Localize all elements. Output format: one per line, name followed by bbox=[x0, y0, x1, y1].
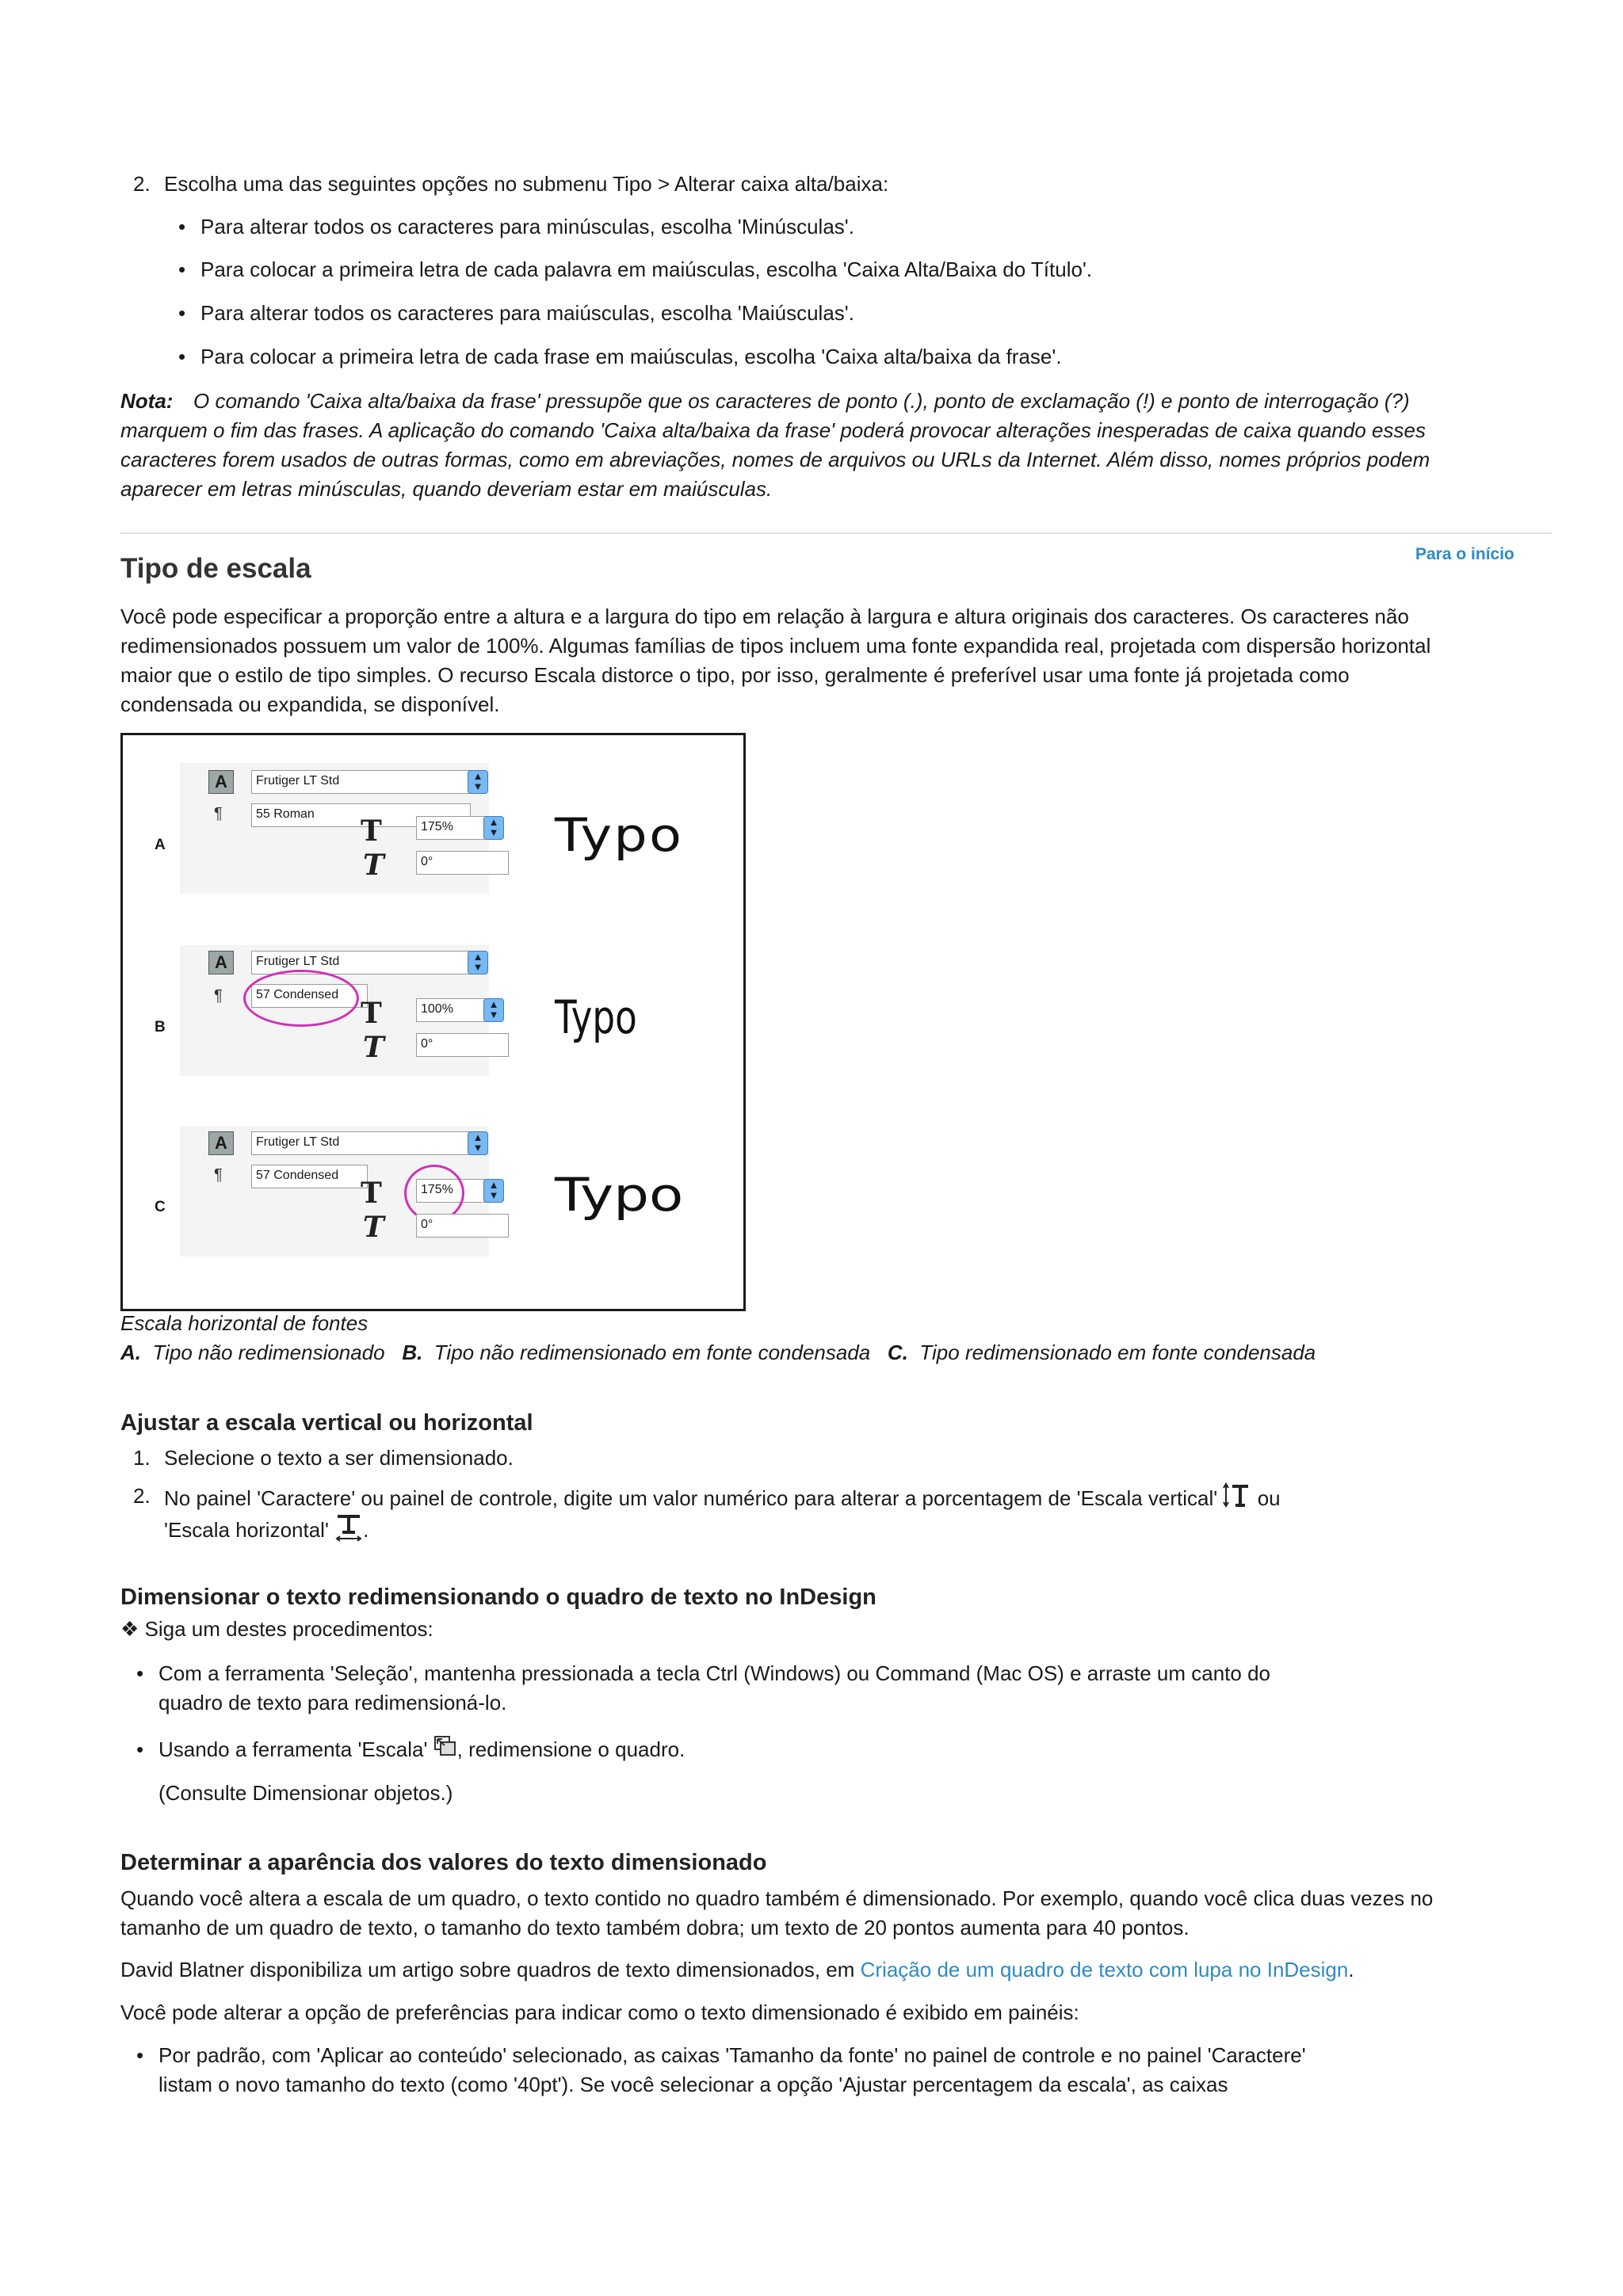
caption-text-c: Tipo redimensionado em fonte condensada bbox=[919, 1341, 1316, 1364]
skew-field: 0° bbox=[416, 1214, 509, 1238]
dropdown-arrows-icon: ▲ ▼ bbox=[483, 816, 504, 840]
subsection-title: Dimensionar o texto redimensionando o quadro de texto no InDesign bbox=[120, 1585, 876, 1610]
diamond-bullet-icon: ❖ bbox=[120, 1617, 139, 1641]
caption-text-b: Tipo não redimensionado em fonte condensada bbox=[433, 1341, 871, 1364]
paragraph-line bbox=[120, 1955, 1354, 1985]
vertical-scale-icon bbox=[1223, 1482, 1251, 1518]
step2-horizontal: 'Escala horizontal' bbox=[164, 1517, 329, 1542]
article-link[interactable]: Criação de um quadro de texto com lupa no InDesign bbox=[860, 1958, 1349, 1981]
subsection-title: Ajustar a escala vertical ou horizontal bbox=[120, 1410, 533, 1436]
note-line: marquem o fim das frases. A aplicação do comando 'Caixa alta/baixa da frase' poderá provocar alterações inesperadas de caixa quando esses bbox=[120, 418, 1426, 442]
figure-caption-legend bbox=[120, 1338, 1316, 1367]
procedure-intro bbox=[120, 1615, 433, 1644]
highlight-circle bbox=[243, 970, 359, 1027]
font-style-field: 57 Condensed bbox=[251, 984, 368, 1008]
paragraph-line: Você pode alterar a opção de preferências para indicar como o texto dimensionado é exibido em painéis: bbox=[120, 2000, 1079, 2024]
list-number: 2. bbox=[133, 1484, 151, 1508]
character-a-icon: A bbox=[208, 1131, 234, 1155]
sample-text-c: Typo bbox=[555, 1168, 684, 1222]
list-item-text: Selecione o texto a ser dimensionado. bbox=[164, 1446, 514, 1470]
step2-or: ou bbox=[1257, 1486, 1281, 1510]
note-line: caracteres forem usados de outras formas, como em abreviações, nomes de arquivos ou URLs da Internet. Além disso, nomes próprios podem bbox=[120, 448, 1430, 471]
bullet-item: • Para alterar todos os caracteres para maiúsculas, escolha 'Maiúsculas'. bbox=[200, 299, 854, 328]
list-item-text-cont bbox=[164, 1513, 369, 1550]
bullet-item: • Com a ferramenta 'Seleção', mantenha pressionada a tecla Ctrl (Windows) ou Command (Mac OS) e arraste um canto do bbox=[158, 1659, 1270, 1688]
paragraph-line: Quando você altera a escala de um quadro, o texto contido no quadro também é dimensionado. Por exemplo, quando você clica duas vezes no bbox=[120, 1886, 1434, 1910]
bullet-item-cont: listam o novo tamanho do texto (como '40pt'). Se você selecionar a opção 'Ajustar percentagem da escala', as caixas bbox=[158, 2073, 1228, 2096]
paragraph-line: redimensionados possuem um valor de 100%. Algumas famílias de tipos incluem uma fonte expandida real, projetada com dispersão horizontal bbox=[120, 634, 1431, 658]
bullet-item-cont: quadro de texto para redimensioná-lo. bbox=[158, 1691, 507, 1714]
paragraph-icon: ¶ bbox=[214, 987, 223, 1005]
bullet-item: • Para colocar a primeira letra de cada frase em maiúsculas, escolha 'Caixa alta/baixa da frase'. bbox=[200, 342, 1062, 372]
note-line: O comando 'Caixa alta/baixa da frase' pressupõe que os caracteres de ponto (.), ponto de exclamação (!) e ponto de interrogação (?) bbox=[193, 389, 1410, 413]
dropdown-arrows-icon: ▲ ▼ bbox=[468, 1131, 488, 1155]
sample-text-b: Typo bbox=[555, 990, 637, 1044]
horizontal-scale-icon: T bbox=[361, 814, 382, 848]
sample-text-a: Typo bbox=[555, 808, 684, 862]
paragraph-line: tamanho de um quadro de texto, o tamanho do texto também dobra; um texto de 20 pontos aumenta para 40 pontos. bbox=[120, 1916, 1190, 1939]
paragraph-icon: ¶ bbox=[214, 805, 223, 822]
section-title: Tipo de escala bbox=[120, 553, 311, 584]
list-number: 2. bbox=[133, 172, 151, 196]
font-style-field: 57 Condensed bbox=[251, 1165, 368, 1188]
note-line: aparecer em letras minúsculas, quando deveriam estar em maiúsculas. bbox=[120, 477, 773, 501]
scale-tool-text-end: , redimensione o quadro. bbox=[456, 1737, 685, 1761]
skew-icon: T bbox=[363, 1031, 384, 1064]
bullet-item: • Para colocar a primeira letra de cada palavra em maiúsculas, escolha 'Caixa Alta/Baixa do Título'. bbox=[200, 255, 1092, 284]
skew-field: 0° bbox=[416, 1033, 509, 1057]
font-style-field: 55 Roman bbox=[251, 803, 471, 827]
character-a-icon: A bbox=[208, 951, 234, 974]
row-label-c: C bbox=[155, 1199, 166, 1215]
section-divider bbox=[120, 532, 1552, 534]
scale-field: 100% bbox=[416, 998, 485, 1022]
step2-text: No painel 'Caractere' ou painel de controle, digite um valor numérico para alterar a porcentagem de 'Escala vertical' bbox=[164, 1486, 1218, 1510]
skew-field: 0° bbox=[416, 851, 509, 875]
caption-text-a: Tipo não redimensionado bbox=[152, 1341, 385, 1364]
horizontal-scale-icon bbox=[334, 1513, 363, 1550]
figure-caption-title: Escala horizontal de fontes bbox=[120, 1311, 369, 1335]
paragraph-line: condensada ou expandida, se disponível. bbox=[120, 692, 500, 716]
paragraph-icon: ¶ bbox=[214, 1166, 223, 1184]
horizontal-scale-icon: T bbox=[361, 997, 382, 1030]
paragraph-line: maior que o estilo de tipo simples. O recurso Escala distorce o tipo, por isso, geralmente é preferível usar uma fonte já projetada como bbox=[120, 663, 1350, 687]
caption-label-c: C. bbox=[887, 1341, 908, 1364]
font-family-field: Frutiger LT Std bbox=[251, 951, 471, 974]
list-number: 1. bbox=[133, 1446, 151, 1470]
horizontal-scale-icon: T bbox=[361, 1177, 382, 1210]
skew-icon: T bbox=[363, 849, 384, 882]
step2-period: . bbox=[363, 1517, 369, 1542]
caption-label-b: B. bbox=[402, 1341, 423, 1364]
list-item-text: Escolha uma das seguintes opções no submenu Tipo > Alterar caixa alta/baixa: bbox=[164, 172, 889, 196]
scale-field: 175% bbox=[416, 816, 485, 840]
dropdown-arrows-icon: ▲ ▼ bbox=[483, 998, 504, 1022]
row-label-a: A bbox=[155, 837, 166, 853]
bullet-item: • Por padrão, com 'Aplicar ao conteúdo' selecionado, as caixas 'Tamanho da fonte' no painel de controle e no painel 'Caractere' bbox=[158, 2041, 1306, 2070]
figure-font-scaling bbox=[120, 733, 746, 1311]
paragraph-line: Você pode especificar a proporção entre a altura e a largura do tipo em relação à largura e altura originais dos caracteres. Os caracteres não bbox=[120, 605, 1409, 628]
subsection-title: Determinar a aparência dos valores do texto dimensionado bbox=[120, 1850, 767, 1875]
period: . bbox=[1348, 1958, 1354, 1981]
row-label-b: B bbox=[155, 1019, 166, 1035]
character-a-icon: A bbox=[208, 770, 234, 794]
scale-tool-icon bbox=[433, 1735, 457, 1767]
blatner-text: David Blatner disponibiliza um artigo sobre quadros de texto dimensionados, em bbox=[120, 1958, 855, 1981]
procedure-intro-text: Siga um destes procedimentos: bbox=[144, 1617, 433, 1641]
font-family-field: Frutiger LT Std bbox=[251, 1131, 471, 1155]
note-label: Nota: bbox=[120, 389, 174, 413]
dropdown-arrows-icon: ▲ ▼ bbox=[468, 951, 488, 974]
skew-icon: T bbox=[363, 1211, 384, 1244]
bullet-item: • Para alterar todos os caracteres para minúsculas, escolha 'Minúsculas'. bbox=[200, 212, 854, 242]
dropdown-arrows-icon: ▲ ▼ bbox=[468, 770, 488, 794]
bullet-item bbox=[158, 1735, 685, 1767]
cross-reference: (Consulte Dimensionar objetos.) bbox=[158, 1781, 453, 1805]
dropdown-arrows-icon: ▲ ▼ bbox=[483, 1179, 504, 1203]
back-to-top-link[interactable]: Para o início bbox=[1415, 545, 1514, 563]
scale-field: 175% bbox=[416, 1179, 485, 1203]
font-family-field: Frutiger LT Std bbox=[251, 770, 471, 794]
scale-tool-text: Usando a ferramenta 'Escala' bbox=[158, 1737, 428, 1761]
caption-label-a: A. bbox=[120, 1341, 141, 1364]
